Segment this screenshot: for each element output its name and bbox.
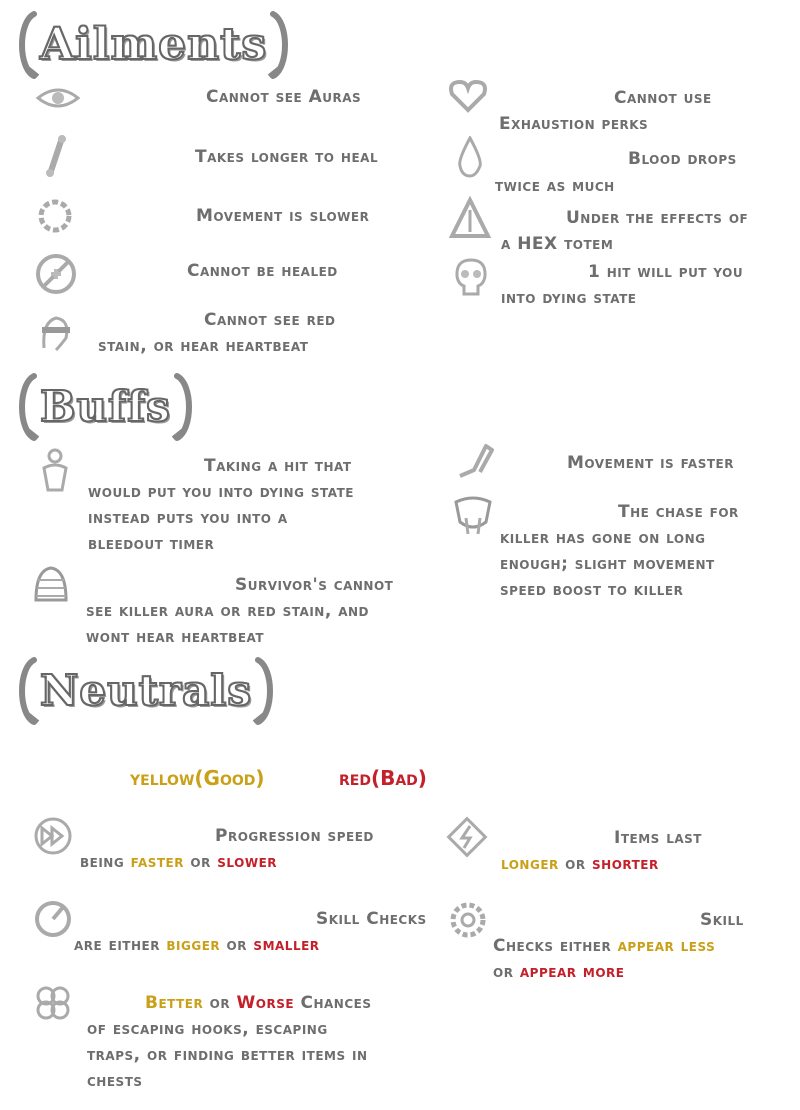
eye-icon	[36, 80, 80, 116]
legend-bad: red(Bad)	[339, 766, 427, 790]
chain-icon	[34, 196, 76, 236]
neutral-luck-bad: Worse	[236, 993, 295, 1013]
right-bracket-icon	[267, 10, 293, 80]
left-bracket-icon	[14, 656, 40, 726]
neutral-progression-good: faster	[130, 852, 184, 872]
ailment-exhausted-l1: Cannot use	[614, 88, 712, 108]
neutrals-header	[14, 656, 278, 726]
ailments-title: Ailments	[40, 19, 268, 70]
neutral-skill-size-l2	[74, 932, 320, 958]
neutral-skill-freq-l2	[493, 933, 715, 959]
ailment-exposed-l1: 1 hit will put you	[588, 262, 744, 282]
left-bracket-icon	[14, 10, 40, 80]
legend-good: yellow(Good)	[130, 766, 265, 790]
skull-icon	[454, 256, 488, 298]
neutral-luck-post: Chances	[294, 993, 372, 1013]
ailment-mangled-l1: Takes longer to heal	[195, 147, 379, 167]
neutral-progression-mid: or	[184, 852, 218, 872]
ailment-haemorrhage-l2: twice as much	[495, 176, 615, 196]
ailment-blind-l1: Cannot see Auras	[206, 87, 362, 107]
buff-undetectable-l1: Survivor's cannot	[235, 575, 394, 595]
neutral-luck-l4: chests	[87, 1071, 143, 1091]
ailment-oblivious-l2: stain, or hear heartbeat	[98, 336, 309, 356]
hex-totem-icon	[448, 196, 492, 240]
ailment-haemorrhage-l1: Blood drops	[628, 149, 737, 169]
ailments-header	[14, 10, 293, 80]
heart-icon	[446, 78, 490, 114]
neutral-skill-freq-l1: Skill	[700, 910, 744, 930]
ailment-cursed-l1: Under the effects of	[566, 208, 749, 228]
winged-foot-icon	[456, 440, 496, 480]
buff-endurance-l3: instead puts you into a	[88, 508, 288, 528]
neutral-progression-pre: being	[80, 852, 131, 872]
neutral-skill-freq-good: appear less	[617, 936, 716, 956]
neutral-skill-size-pre: are either	[74, 935, 167, 955]
neutral-items-mid: or	[558, 854, 593, 874]
ailment-cursed-l2: a HEX totem	[501, 234, 614, 254]
neutral-luck-good: Better	[145, 993, 204, 1013]
neutral-skill-size-mid: or	[220, 935, 254, 955]
buff-bloodlust-l3: enough; slight movement	[500, 554, 715, 574]
lightning-icon	[446, 816, 488, 858]
neutral-luck-l1	[145, 990, 372, 1016]
ailment-oblivious-l1: Cannot see red	[204, 310, 336, 330]
blood-drop-icon	[456, 136, 484, 178]
left-bracket-icon	[14, 372, 40, 442]
neutral-skill-size-bad: smaller	[253, 935, 320, 955]
neutral-skill-freq-l3	[493, 959, 624, 985]
neutral-progression-bad: slower	[217, 852, 278, 872]
cloak-icon	[32, 564, 70, 604]
right-bracket-icon	[171, 372, 197, 442]
fast-forward-icon	[32, 816, 74, 856]
ailment-exhausted-l2: Exhaustion perks	[499, 114, 649, 134]
neutral-luck-l3: traps, or finding better items in	[87, 1045, 368, 1065]
ailment-exposed-l2: into dying state	[501, 288, 637, 308]
neutrals-title: Neutrals	[40, 666, 252, 715]
buff-bloodlust-l4: speed boost to killer	[500, 580, 684, 600]
neutral-items-good: longer	[501, 854, 559, 874]
buff-undetectable-l3: wont hear heartbeat	[86, 627, 265, 647]
buff-haste-l1: Movement is faster	[567, 453, 734, 473]
buff-endurance-l1: Taking a hit that	[204, 456, 352, 476]
bone-icon	[40, 134, 72, 178]
buff-bloodlust-l1: The chase for	[618, 502, 739, 522]
neutral-skill-freq-bad: appear more	[519, 962, 625, 982]
buffs-header	[14, 372, 197, 442]
gear-icon	[448, 900, 488, 940]
neutral-progression-l2	[80, 849, 277, 875]
buff-endurance-l2: would put you into dying state	[88, 482, 354, 502]
neutral-luck-l2: of escaping hooks, escaping	[87, 1019, 328, 1039]
neutral-skill-freq-pre2: or	[493, 962, 520, 982]
ailment-broken-l1: Cannot be healed	[187, 261, 338, 281]
buffs-title: Buffs	[40, 382, 171, 431]
neutral-progression-l1: Progression speed	[215, 826, 374, 846]
right-bracket-icon	[252, 656, 278, 726]
neutral-skill-size-good: bigger	[166, 935, 221, 955]
neutral-skill-size-l1: Skill Checks	[316, 909, 427, 929]
neutral-items-l2	[501, 851, 659, 877]
blindfold-icon	[36, 312, 74, 354]
buff-undetectable-l2: see killer aura or red stain, and	[86, 601, 370, 621]
neutral-skill-freq-pre: Checks either	[493, 936, 618, 956]
skill-check-icon	[32, 898, 74, 940]
sabertooth-icon	[450, 492, 496, 538]
neutral-items-bad: shorter	[592, 854, 659, 874]
buff-bloodlust-l2: killer has gone on long	[500, 528, 706, 548]
clover-icon	[32, 982, 74, 1024]
no-heal-icon	[34, 252, 78, 296]
ailment-hindered-l1: Movement is slower	[196, 206, 370, 226]
neutral-luck-mid: or	[203, 993, 237, 1013]
buff-endurance-l4: bleedout timer	[88, 534, 215, 554]
body-icon	[38, 448, 72, 492]
neutral-items-l1: Items last	[614, 828, 702, 848]
